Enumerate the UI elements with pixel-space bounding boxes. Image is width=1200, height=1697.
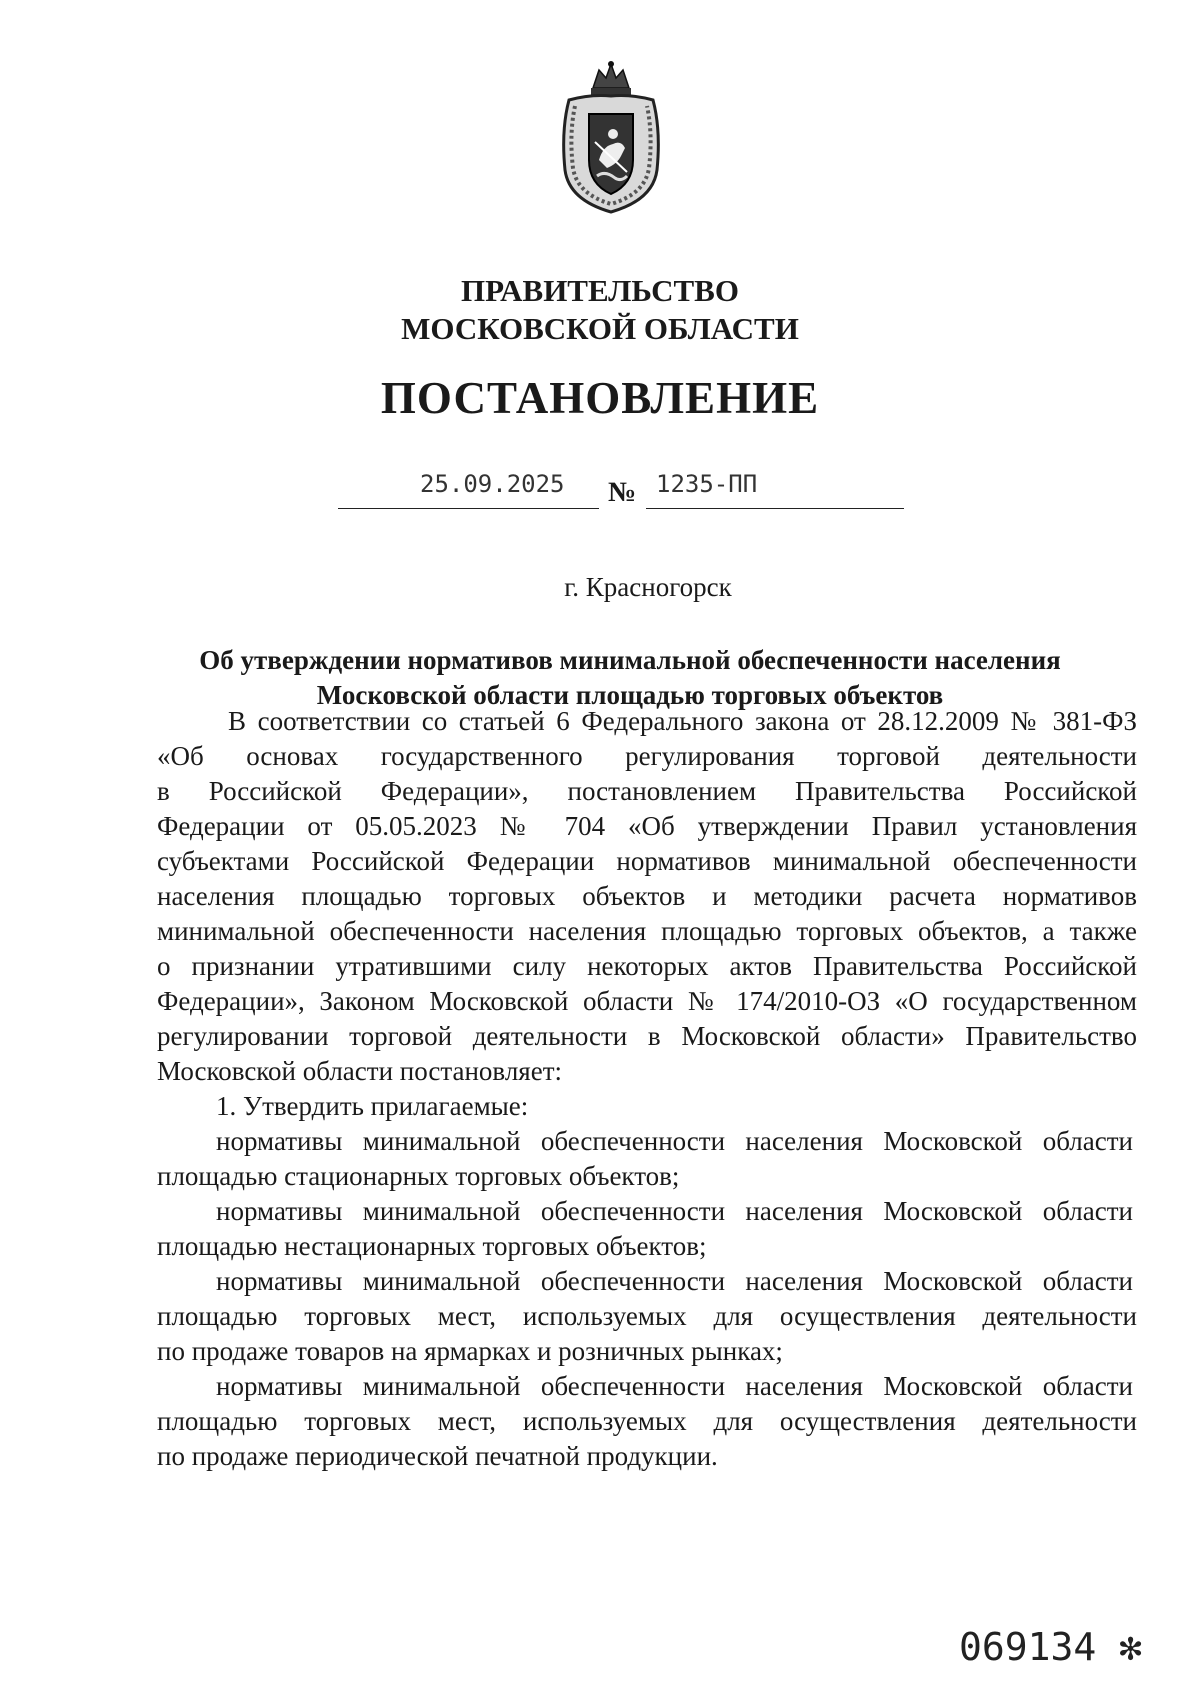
document-type: ПОСТАНОВЛЕНИЕ	[380, 373, 820, 423]
body-line: о признании утратившими силу некоторых актов Правительства Российской	[157, 951, 1137, 981]
document-number: 1235-ПП	[656, 470, 758, 498]
organization-name-line2: МОСКОВСКОЙ ОБЛАСТИ	[401, 311, 799, 346]
title-line: Московской области площадью торговых объектов	[316, 680, 944, 710]
serial-number: 069134 ✻	[958, 1625, 1142, 1669]
coat-of-arms-icon	[551, 60, 671, 218]
body-line: нормативы минимальной обеспеченности населения Московской области	[216, 1371, 1133, 1401]
body-line: минимальной обеспеченности населения площадью торговых объектов, а также	[157, 916, 1137, 946]
title-line: Об утверждении нормативов минимальной обеспеченности населения	[199, 645, 1061, 675]
body-line: Федерации от 05.05.2023 № 704 «Об утверждении Правил установления	[157, 811, 1137, 841]
document-date: 25.09.2025	[420, 470, 565, 498]
body-line: нормативы минимальной обеспеченности населения Московской области	[216, 1266, 1133, 1296]
body-line: субъектами Российской Федерации нормативов минимальной обеспеченности	[157, 846, 1137, 876]
organization-name-line1: ПРАВИТЕЛЬСТВО	[461, 273, 739, 308]
body-line: В соответствии со статьей 6 Федерального закона от 28.12.2009 № 381-ФЗ	[228, 706, 1137, 736]
body-line: в Российской Федерации», постановлением Правительства Российской	[157, 776, 1137, 806]
body-line: площадью стационарных торговых объектов;	[157, 1161, 680, 1191]
number-sign: №	[608, 477, 637, 508]
body-line: площадью нестационарных торговых объектов;	[157, 1231, 707, 1261]
body-line: площадью торговых мест, используемых для осуществления деятельности	[157, 1301, 1137, 1331]
body-line: «Об основах государственного регулирования торговой деятельности	[157, 741, 1137, 771]
body-line: по продаже периодической печатной продукции.	[157, 1441, 718, 1471]
body-line: по продаже товаров на ярмарках и розничных рынках;	[157, 1336, 783, 1366]
body-line: населения площадью торговых объектов и методики расчета нормативов	[157, 881, 1137, 911]
body-line: нормативы минимальной обеспеченности населения Московской области	[216, 1196, 1133, 1226]
body-line: площадью торговых мест, используемых для осуществления деятельности	[157, 1406, 1137, 1436]
body-line: регулировании торговой деятельности в Московской области» Правительство	[157, 1021, 1137, 1051]
body-line: 1. Утвердить прилагаемые:	[216, 1091, 529, 1121]
body-line: Федерации», Законом Московской области № 174/2010-ОЗ «О государственном	[157, 986, 1137, 1016]
body-line: нормативы минимальной обеспеченности населения Московской области	[216, 1126, 1133, 1156]
city: г. Красногорск	[564, 572, 732, 602]
body-line: Московской области постановляет:	[157, 1056, 562, 1086]
document-title	[150, 643, 1110, 713]
